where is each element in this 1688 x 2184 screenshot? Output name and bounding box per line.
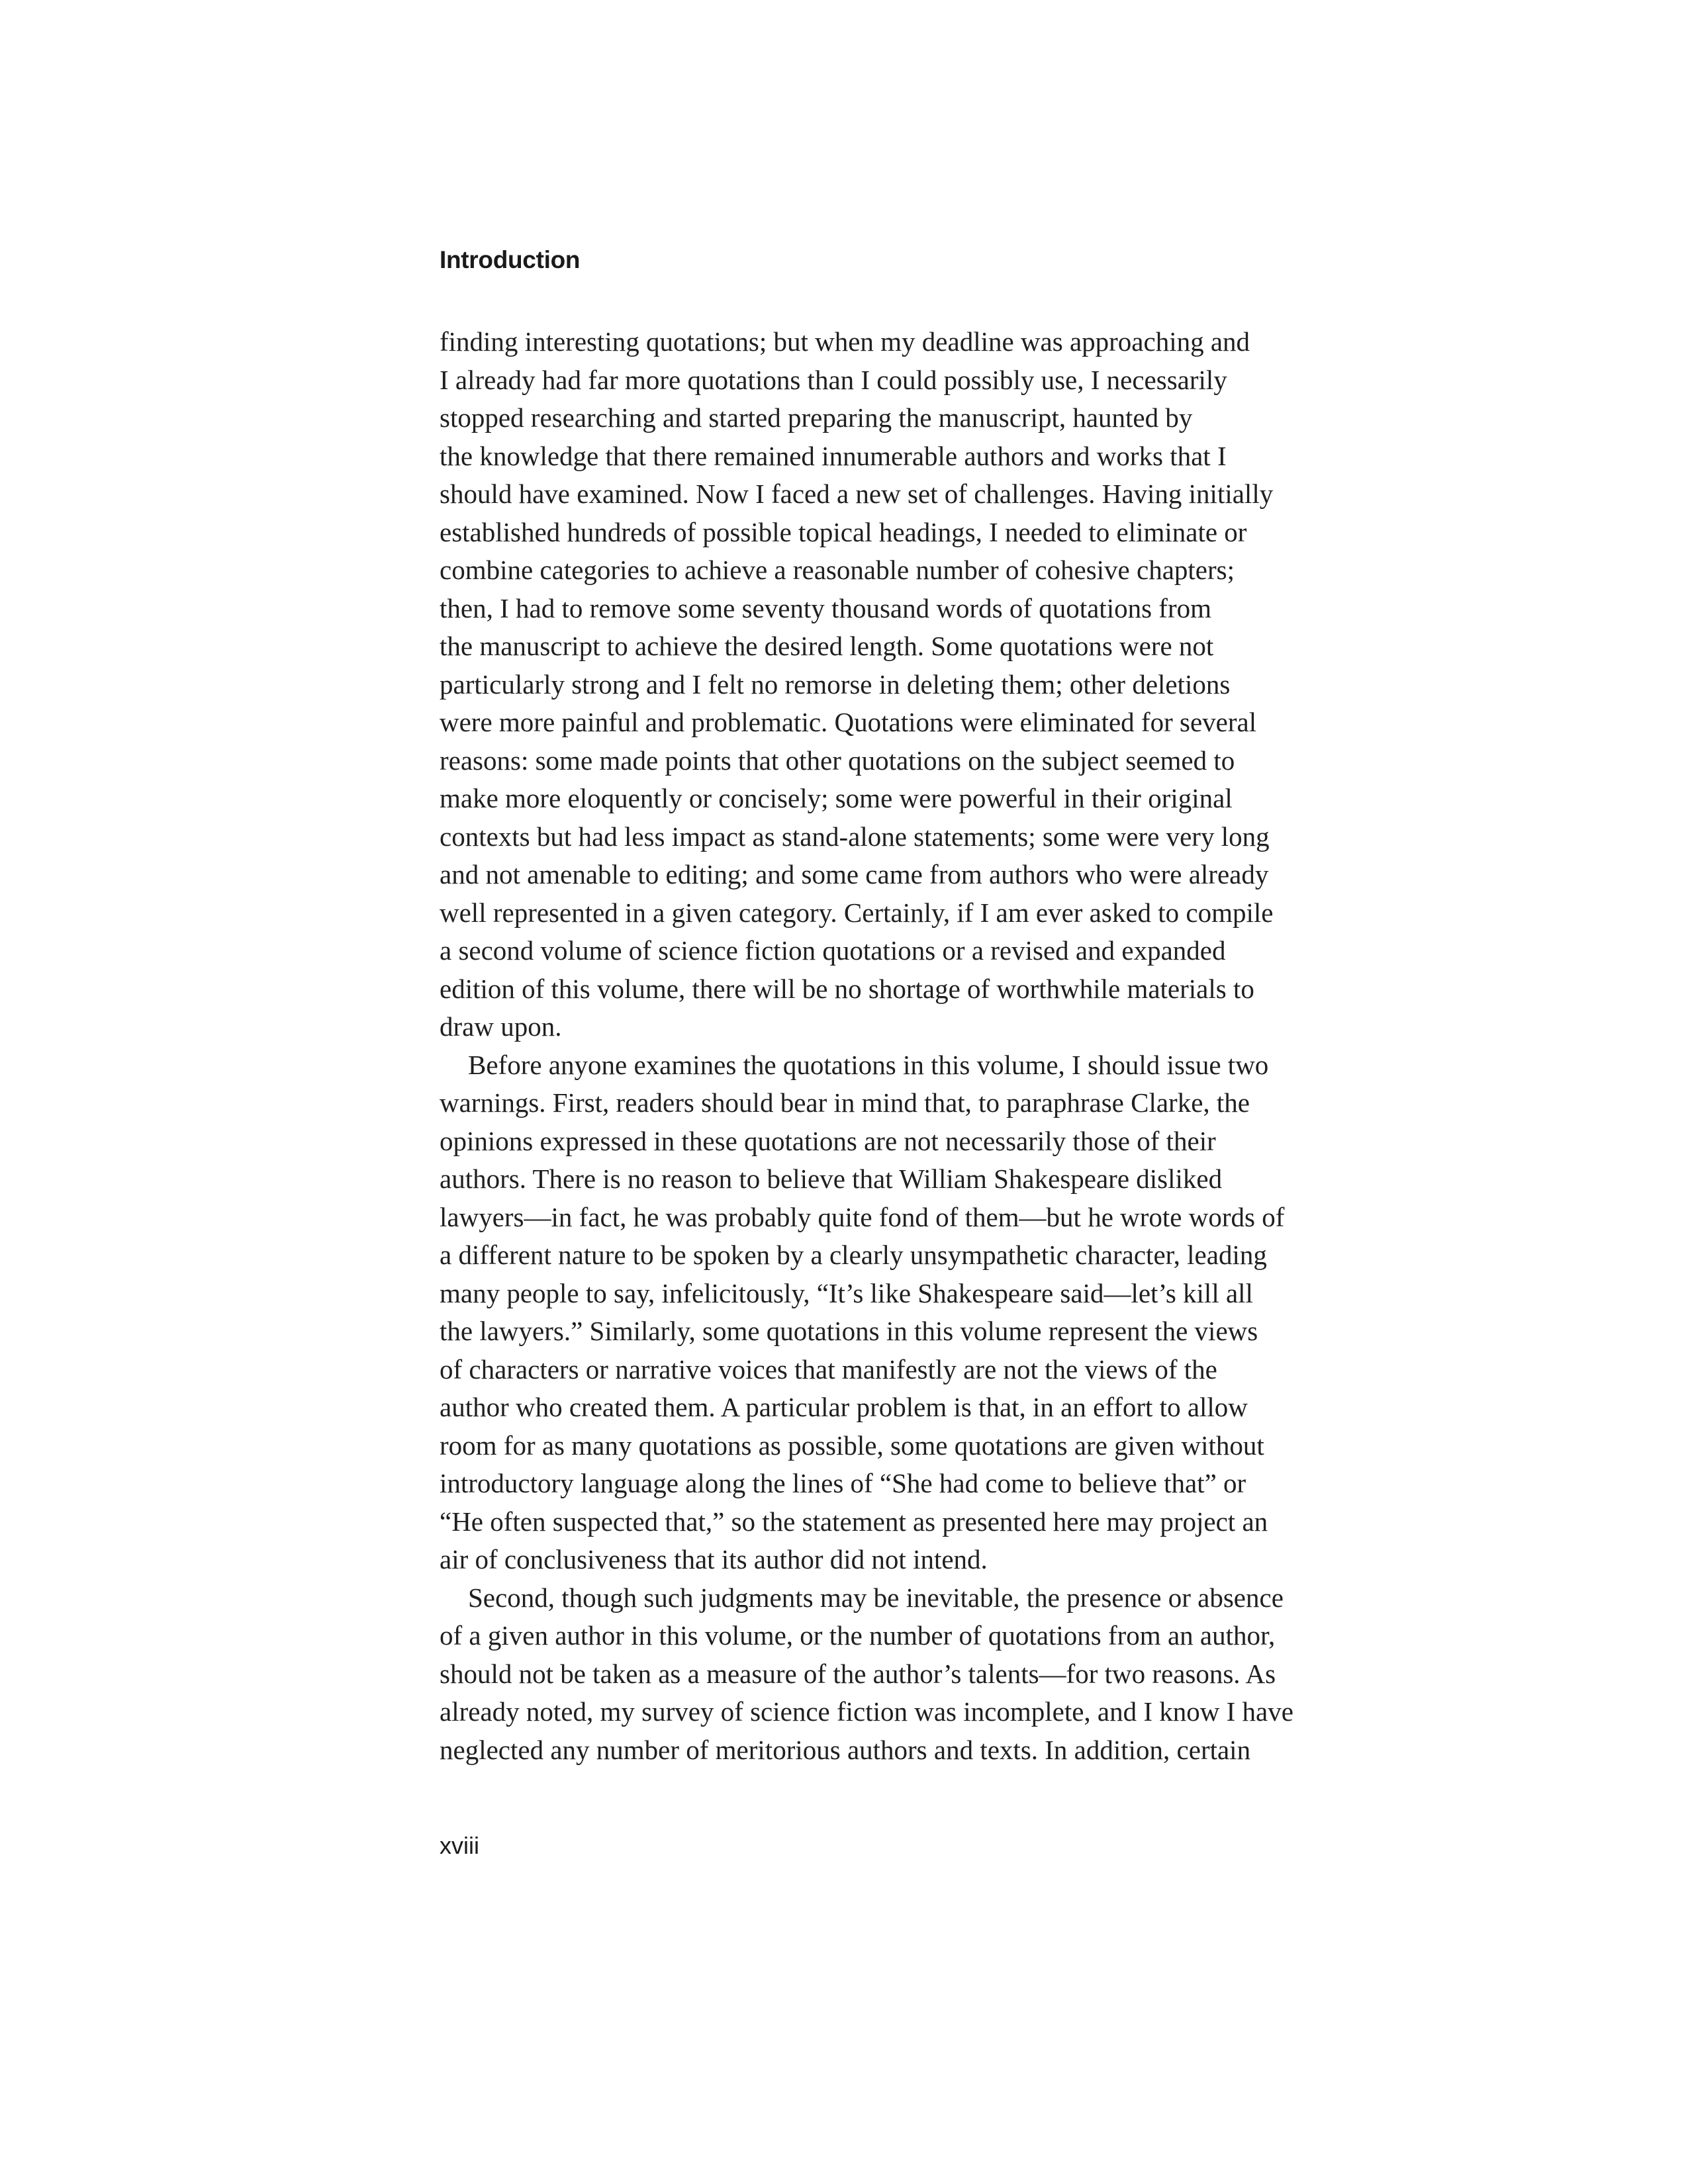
text-line: contexts but had less impact as stand-alone statements; some were very long xyxy=(440,821,1270,852)
text-line: well represented in a given category. Certainly, if I am ever asked to compile xyxy=(440,897,1274,928)
text-line: reasons: some made points that other quotations on the subject seemed to xyxy=(440,745,1235,776)
text-line: the lawyers.” Similarly, some quotations in this volume represent the views xyxy=(440,1316,1258,1346)
text-line: the knowledge that there remained innumerable authors and works that I xyxy=(440,440,1227,471)
text-line: then, I had to remove some seventy thousand words of quotations from xyxy=(440,592,1211,623)
text-line: particularly strong and I felt no remorse in deleting them; other deletions xyxy=(440,668,1231,700)
page-number: xviii xyxy=(440,1832,479,1859)
text-line: introductory language along the lines of “She had come to believe that” or xyxy=(440,1468,1246,1498)
text-line: air of conclusiveness that its author did not intend. xyxy=(440,1544,988,1574)
text-line: draw upon. xyxy=(440,1011,562,1042)
text-line: edition of this volume, there will be no shortage of worthwhile materials to xyxy=(440,973,1254,1004)
text-line: a different nature to be spoken by a clearly unsympathetic character, leading xyxy=(440,1240,1267,1270)
text-line: stopped researching and started preparing the manuscript, haunted by xyxy=(440,402,1193,433)
text-line: lawyers—in fact, he was probably quite fond of them—but he wrote words of xyxy=(440,1201,1285,1232)
text-line: warnings. First, readers should bear in mind that, to paraphrase Clarke, the xyxy=(440,1087,1250,1118)
text-line: a second volume of science fiction quotations or a revised and expanded xyxy=(440,935,1226,966)
text-line: combine categories to achieve a reasonable number of cohesive chapters; xyxy=(440,555,1235,585)
body-text xyxy=(440,323,1293,1769)
text-line: room for as many quotations as possible, some quotations are given without xyxy=(440,1430,1264,1461)
text-line: should have examined. Now I faced a new set of challenges. Having initially xyxy=(440,478,1274,509)
text-line: many people to say, infelicitously, “It’s like Shakespeare said—let’s kill all xyxy=(440,1277,1253,1308)
text-line: author who created them. A particular problem is that, in an effort to allow xyxy=(440,1392,1248,1422)
text-line: neglected any number of meritorious authors and texts. In addition, certain xyxy=(440,1734,1251,1765)
text-line: should not be taken as a measure of the author’s talents—for two reasons. As xyxy=(440,1658,1276,1689)
text-line: of characters or narrative voices that manifestly are not the views of the xyxy=(440,1353,1217,1385)
text-line: authors. There is no reason to believe that William Shakespeare disliked xyxy=(440,1163,1223,1194)
text-line: opinions expressed in these quotations are not necessarily those of their xyxy=(440,1125,1216,1156)
text-line: already noted, my survey of science fiction was incomplete, and I know I have xyxy=(440,1696,1293,1727)
text-line: established hundreds of possible topical headings, I needed to eliminate or xyxy=(440,516,1247,547)
text-line: were more painful and problematic. Quotations were eliminated for several xyxy=(440,707,1257,737)
text-line: I already had far more quotations than I could possibly use, I necessarily xyxy=(440,364,1227,395)
text-line: finding interesting quotations; but when my deadline was approaching and xyxy=(440,326,1250,357)
text-line: make more eloquently or concisely; some were powerful in their original xyxy=(440,783,1233,813)
text-line: of a given author in this volume, or the number of quotations from an author, xyxy=(440,1620,1276,1651)
paragraph-first-line: Before anyone examines the quotations in this volume, I should issue two xyxy=(468,1049,1269,1080)
paragraph-first-line: Second, though such judgments may be inevitable, the presence or absence xyxy=(468,1582,1284,1613)
text-line: and not amenable to editing; and some came from authors who were already xyxy=(440,859,1269,889)
text-line: the manuscript to achieve the desired length. Some quotations were not xyxy=(440,631,1214,661)
text-line: “He often suspected that,” so the statement as presented here may project an xyxy=(440,1506,1268,1537)
running-head: Introduction xyxy=(440,246,581,273)
